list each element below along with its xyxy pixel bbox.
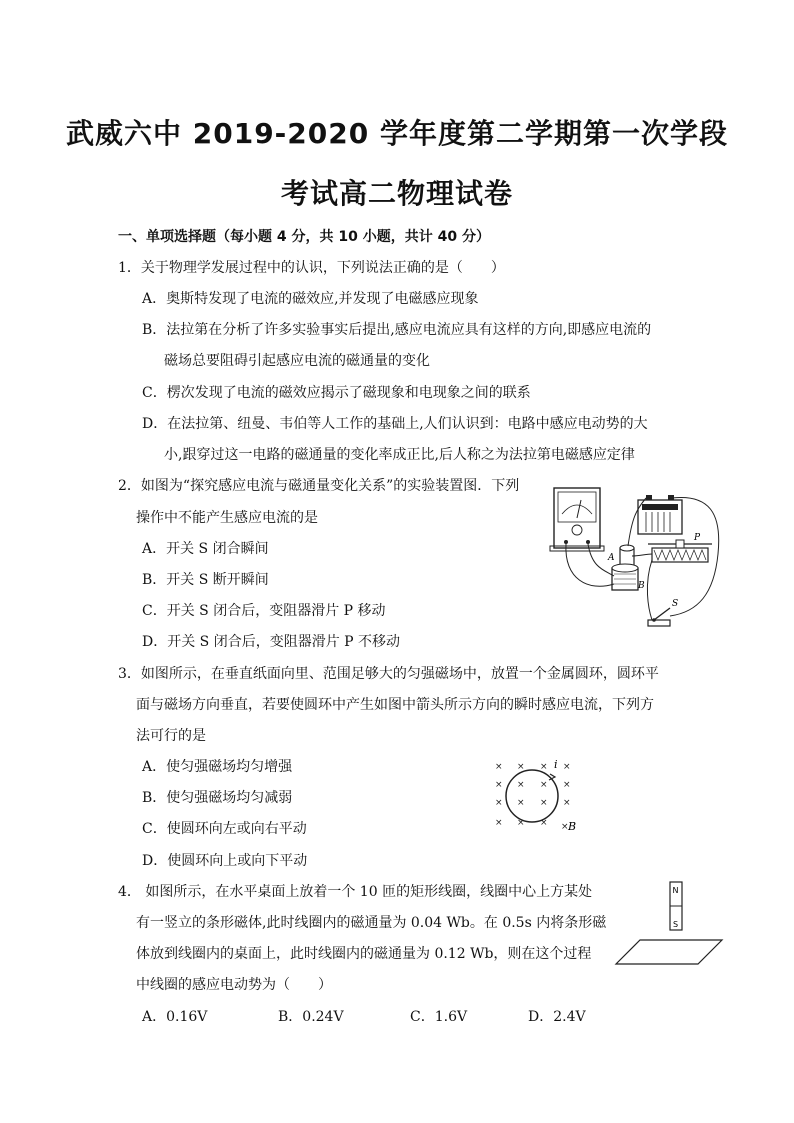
field-cross-icon: × — [563, 780, 571, 790]
q3-option-b: B．使匀强磁场均匀减弱 — [142, 790, 293, 806]
q1-option-b: B．法拉第在分析了许多实验事实后提出,感应电流应具有这样的方向,即感应电流的 — [142, 322, 652, 338]
field-cross-icon: × — [563, 762, 571, 772]
field-cross-icon: × — [563, 798, 571, 808]
q2-option-a: A．开关 S 闭合瞬间 — [142, 541, 269, 557]
exam-title-line1: 武威六中 2019-2020 学年度第二学期第一次学段 — [66, 117, 728, 150]
field-cross-icon: × — [517, 798, 525, 808]
q3-stem-cont1: 面与磁场方向垂直，若要使圆环中产生如图中箭头所示方向的瞬时感应电流，下列方 — [136, 697, 654, 713]
section-heading: 一、单项选择题（每小题 4 分，共 10 小题，共计 40 分） — [118, 229, 490, 245]
field-cross-icon: × — [495, 762, 503, 772]
q3-label-b: B — [568, 820, 577, 833]
field-cross-icon: × — [540, 780, 548, 790]
q2-label-b: B — [638, 581, 645, 591]
q2-option-d: D．开关 S 闭合后，变阻器滑片 P 不移动 — [142, 634, 401, 650]
field-cross-icon: × — [495, 798, 503, 808]
q2-option-c: C．开关 S 闭合后，变阻器滑片 P 移动 — [142, 603, 386, 619]
q3-option-c: C．使圆环向左或向右平动 — [142, 821, 307, 837]
q3-option-d: D．使圆环向上或向下平动 — [142, 853, 308, 869]
q4-option-c: C．1.6V — [410, 1009, 468, 1025]
field-cross-icon: × — [495, 780, 503, 790]
field-cross-icon: × — [561, 822, 569, 832]
field-cross-icon: × — [517, 818, 525, 828]
q2-stem: 2．如图为“探究感应电流与磁通量变化关系”的实验装置图．下列 — [118, 478, 520, 494]
q3-label-i: i — [554, 758, 558, 771]
q2-stem-cont: 操作中不能产生感应电流的是 — [136, 510, 318, 526]
field-cross-icon: × — [517, 780, 525, 790]
q1-option-a: A．奥斯特发现了电流的磁效应,并发现了电磁感应现象 — [142, 291, 479, 307]
q4-stem: 4． 如图所示，在水平桌面上放着一个 10 匝的矩形线圈，线圈中心上方某处 — [118, 884, 593, 900]
q2-apparatus-figure — [548, 484, 726, 634]
q3-stem-cont2: 法可行的是 — [136, 728, 206, 744]
q2-label-s: S — [672, 599, 679, 609]
q4-option-d: D．2.4V — [528, 1009, 586, 1025]
magnet-north-label: N — [672, 886, 679, 895]
field-cross-icon: × — [495, 818, 503, 828]
q2-option-b: B．开关 S 断开瞬间 — [142, 572, 269, 588]
q1-option-c: C．楞次发现了电流的磁效应揭示了磁现象和电现象之间的联系 — [142, 385, 531, 401]
field-cross-icon: × — [540, 798, 548, 808]
q3-option-a: A．使匀强磁场均匀增强 — [142, 759, 293, 775]
field-cross-icon: × — [540, 818, 548, 828]
q4-stem-cont2: 体放到线圈内的桌面上，此时线圈内的磁通量为 0.12 Wb，则在这个过程 — [136, 946, 592, 962]
q4-magnet-coil-figure — [614, 880, 726, 970]
exam-title-line2: 考试高二物理试卷 — [280, 177, 513, 210]
q1-option-b-cont: 磁场总要阻碍引起感应电流的磁通量的变化 — [164, 353, 430, 369]
q4-option-a: A．0.16V — [142, 1009, 208, 1025]
magnet-south-label: S — [673, 920, 679, 929]
q4-stem-cont1: 有一竖立的条形磁体,此时线圈内的磁通量为 0.04 Wb。在 0.5s 内将条形磁 — [136, 915, 607, 931]
rectangular-coil — [616, 940, 722, 964]
q3-stem: 3．如图所示，在垂直纸面向里、范围足够大的匀强磁场中，放置一个金属圆环，圆环平 — [118, 666, 659, 682]
field-cross-icon: × — [540, 762, 548, 772]
q2-label-a: A — [608, 553, 615, 563]
metal-ring — [506, 770, 558, 822]
q1-option-d: D．在法拉第、纽曼、韦伯等人工作的基础上,人们认识到：电路中感应电动势的大 — [142, 416, 648, 432]
q2-label-p: P — [694, 533, 701, 543]
q4-stem-cont3: 中线圈的感应电动势为（ ） — [136, 977, 332, 993]
q3-magnetic-field-figure — [488, 752, 588, 838]
q1-option-d-cont: 小,跟穿过这一电路的磁通量的变化率成正比,后人称之为法拉第电磁感应定律 — [164, 447, 635, 463]
q1-stem: 1．关于物理学发展过程中的认识，下列说法正确的是（ ） — [118, 260, 505, 276]
q4-option-b: B．0.24V — [278, 1009, 344, 1025]
field-cross-icon: × — [517, 762, 525, 772]
